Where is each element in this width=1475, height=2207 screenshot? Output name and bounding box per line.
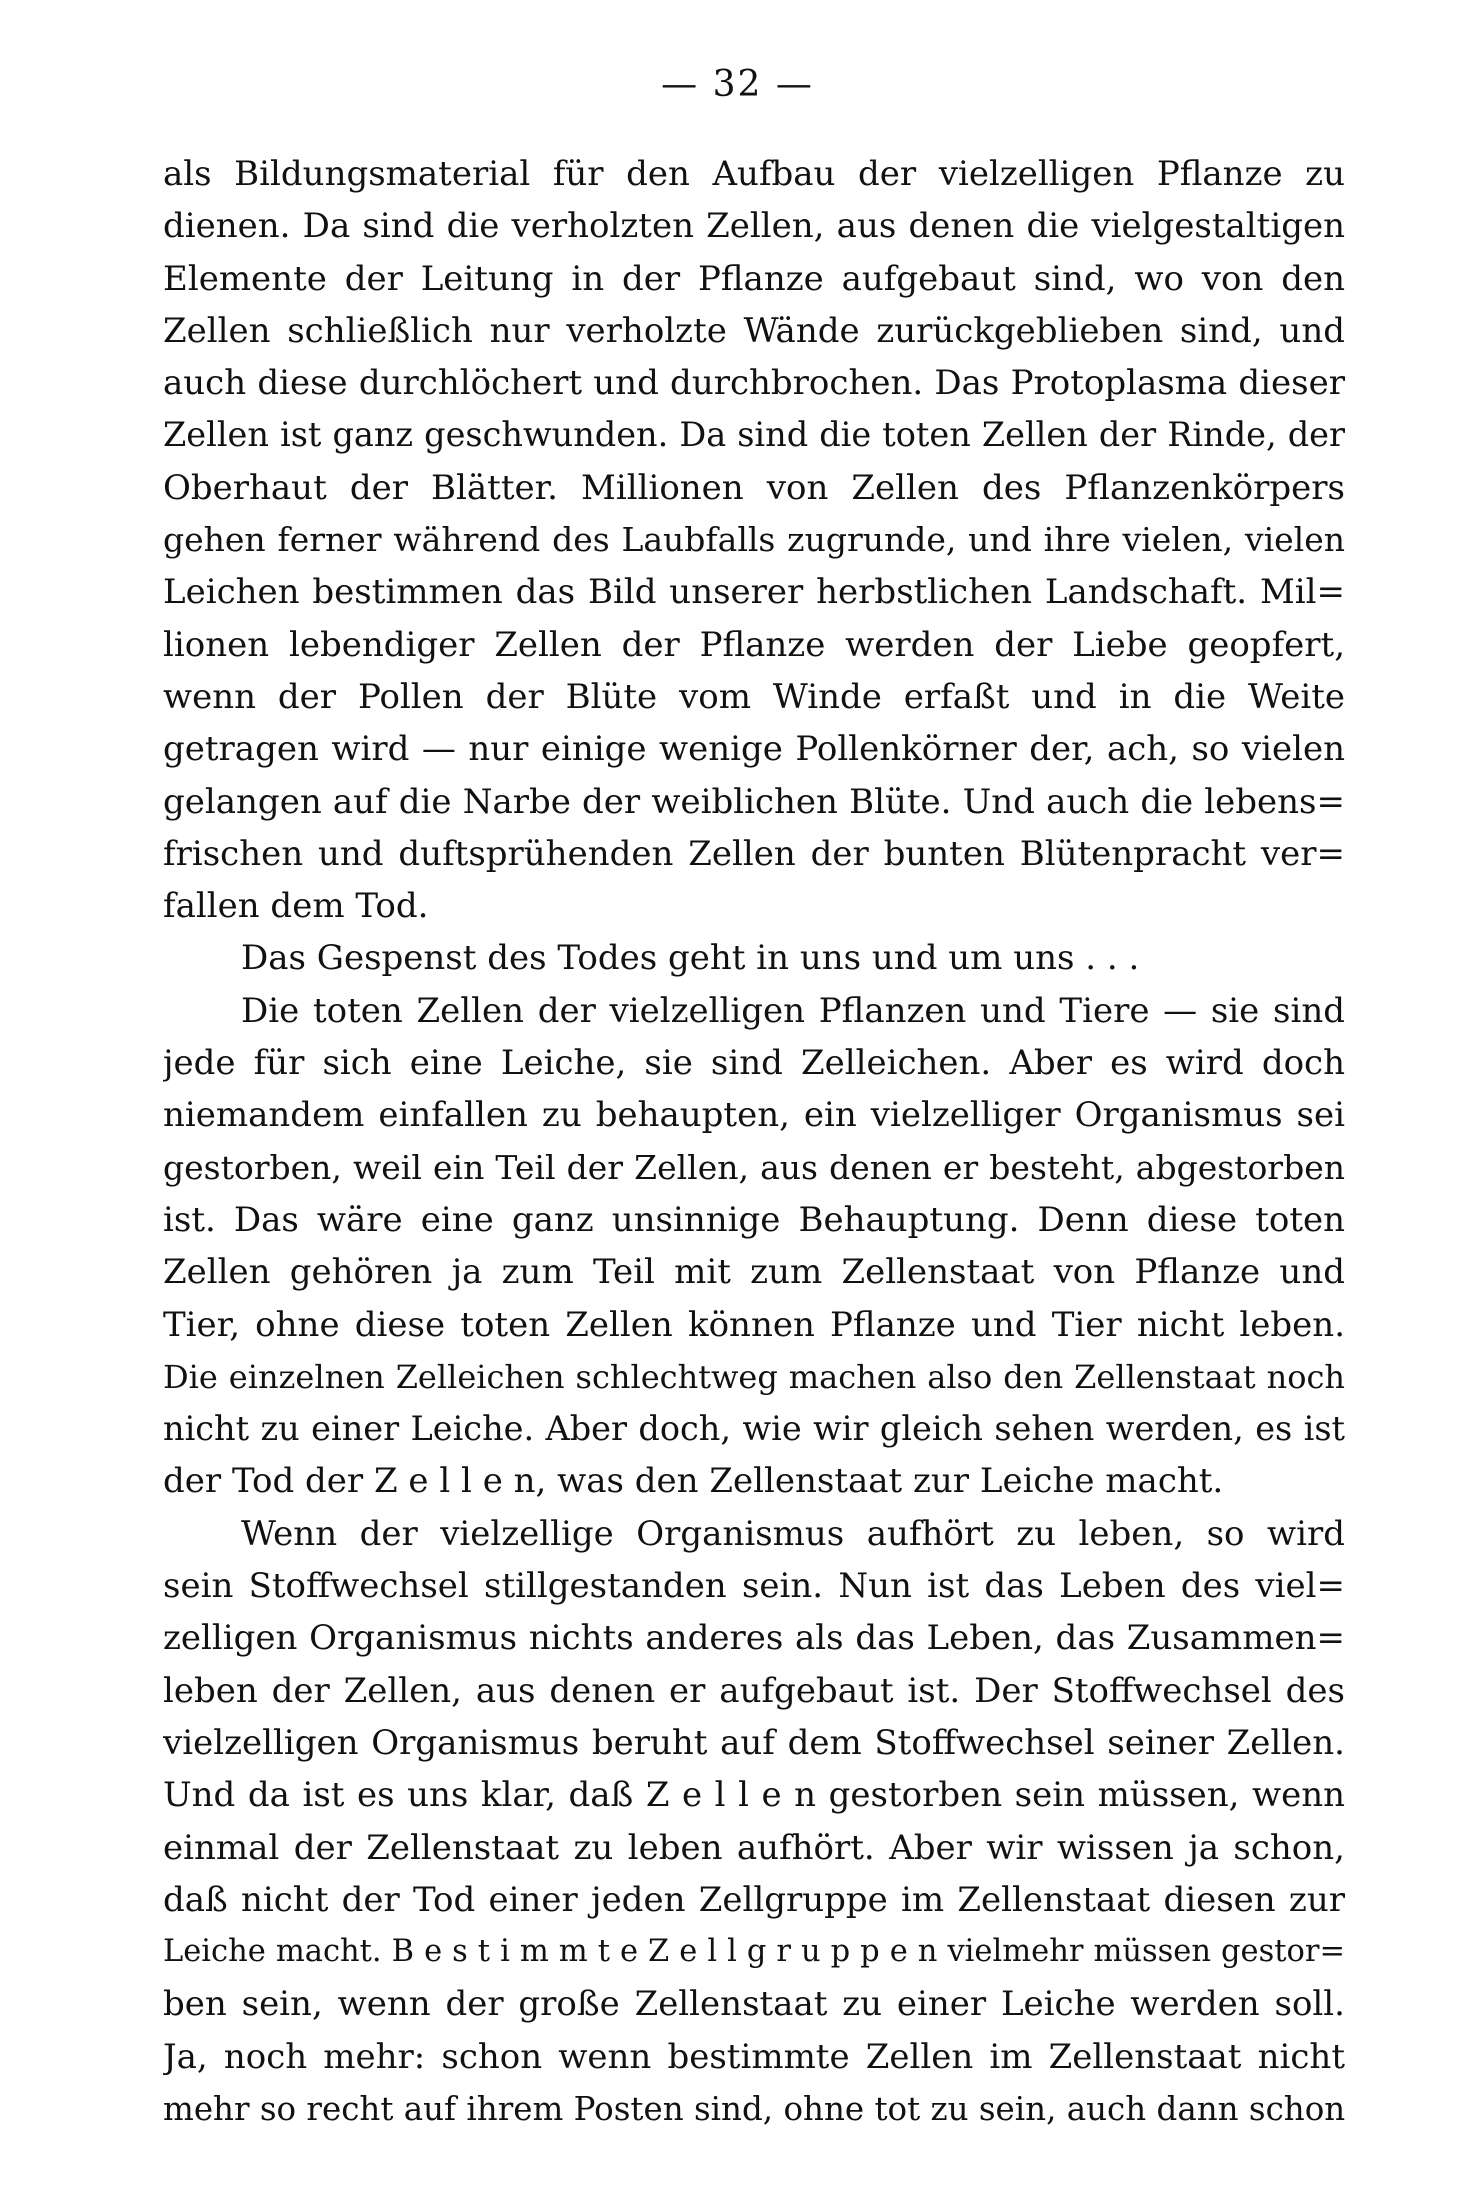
- text-line: Zellen ist ganz geschwunden. Da sind die toten Zellen der Rinde, der: [163, 415, 1345, 455]
- text-line: frischen und duftsprühenden Zellen der bunten Blütenpracht ver=: [163, 833, 1345, 874]
- text-line: Ja, noch mehr: schon wenn bestimmte Zellen im Zellenstaat nicht: [163, 2036, 1345, 2077]
- text-line: Leichen bestimmen das Bild unserer herbstlichen Landschaft. Mil=: [163, 572, 1345, 613]
- text-line: ben sein, wenn der große Zellenstaat zu einer Leiche werden soll.: [163, 1984, 1345, 2025]
- text-line: Das Gespenst des Todes geht in uns und um uns . . .: [241, 938, 1140, 979]
- text-line: fallen dem Tod.: [163, 886, 429, 927]
- text-line: vielzelligen Organismus beruht auf dem Stoffwechsel seiner Zellen.: [163, 1722, 1345, 1763]
- page-number: [0, 64, 1475, 105]
- text-line: Zellen gehören ja zum Teil mit zum Zellenstaat von Pflanze und: [163, 1252, 1345, 1293]
- text-line: lionen lebendiger Zellen der Pflanze werden der Liebe geopfert,: [163, 624, 1345, 665]
- text-line: einmal der Zellenstaat zu leben aufhört. Aber wir wissen ja schon,: [163, 1827, 1345, 1868]
- text-line: Elemente der Leitung in der Pflanze aufgebaut sind, wo von den: [163, 258, 1345, 299]
- text-line: wenn der Pollen der Blüte vom Winde erfaßt und in die Weite: [163, 676, 1345, 717]
- text-line: Die toten Zellen der vielzelligen Pflanzen und Tiere — sie sind: [241, 990, 1345, 1031]
- text-line: zelligen Organismus nichts anderes als das Leben, das Zusammen=: [163, 1618, 1345, 1659]
- text-line: gelangen auf die Narbe der weiblichen Blüte. Und auch die lebens=: [163, 781, 1345, 822]
- page-number-text: — 32 —: [661, 64, 814, 105]
- text-line: Tier, ohne diese toten Zellen können Pflanze und Tier nicht leben.: [163, 1304, 1345, 1345]
- text-line: Leiche macht. B e s t i m m t e Z e l l g r u p p e n vielmehr müssen gestor=: [163, 1934, 1345, 1970]
- text-line: jede für sich eine Leiche, sie sind Zelleichen. Aber es wird doch: [163, 1043, 1345, 1084]
- text-line: als Bildungsmaterial für den Aufbau der vielzelligen Pflanze zu: [163, 154, 1345, 194]
- text-line: leben der Zellen, aus denen er aufgebaut ist. Der Stoffwechsel des: [163, 1670, 1345, 1711]
- text-line: Wenn der vielzellige Organismus aufhört zu leben, so wird: [241, 1513, 1345, 1554]
- text-line: Die einzelnen Zelleichen schlechtweg machen also den Zellenstaat noch: [163, 1357, 1345, 1396]
- text-line: niemandem einfallen zu behaupten, ein vielzelliger Organismus sei: [163, 1095, 1345, 1136]
- text-line: daß nicht der Tod einer jeden Zellgruppe im Zellenstaat diesen zur: [163, 1879, 1345, 1920]
- text-line: dienen. Da sind die verholzten Zellen, aus denen die vielgestaltigen: [163, 206, 1345, 247]
- text-line: Oberhaut der Blätter. Millionen von Zellen des Pflanzenkörpers: [163, 467, 1345, 508]
- text-line: auch diese durchlöchert und durchbrochen. Das Protoplasma dieser: [163, 363, 1345, 404]
- text-line: der Tod der Z e l l e n, was den Zellenstaat zur Leiche macht.: [163, 1461, 1224, 1502]
- text-line: getragen wird — nur einige wenige Pollenkörner der, ach, so vielen: [163, 729, 1345, 770]
- text-line: gehen ferner während des Laubfalls zugrunde, und ihre vielen, vielen: [163, 520, 1345, 560]
- text-line: Zellen schließlich nur verholzte Wände zurückgeblieben sind, und: [163, 310, 1345, 351]
- text-line: ist. Das wäre eine ganz unsinnige Behauptung. Denn diese toten: [163, 1199, 1345, 1240]
- text-line: mehr so recht auf ihrem Posten sind, ohne tot zu sein, auch dann schon: [163, 2089, 1345, 2128]
- body-text: [163, 148, 1345, 2135]
- text-line: sein Stoffwechsel stillgestanden sein. Nun ist das Leben des viel=: [163, 1566, 1345, 1607]
- text-line: Und da ist es uns klar, daß Z e l l e n gestorben sein müssen, wenn: [163, 1775, 1345, 1816]
- text-line: gestorben, weil ein Teil der Zellen, aus denen er besteht, abgestorben: [163, 1147, 1345, 1187]
- text-line: nicht zu einer Leiche. Aber doch, wie wir gleich sehen werden, es ist: [163, 1409, 1345, 1449]
